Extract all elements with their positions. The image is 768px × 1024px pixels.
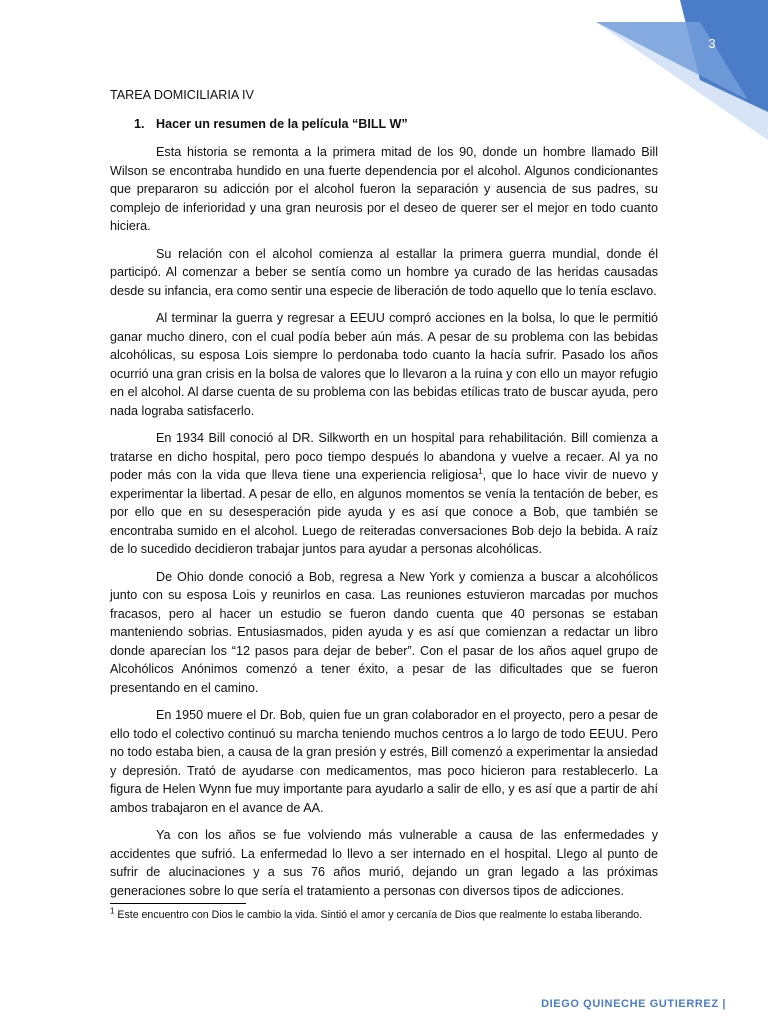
footnote-reference[interactable]: 1 bbox=[478, 466, 483, 476]
footnote-text: Este encuentro con Dios le cambio la vida. Sintió el amor y cercanía de Dios que realmente lo estaba liberando. bbox=[114, 909, 643, 921]
footnote-separator bbox=[110, 903, 246, 904]
paragraph-7: Ya con los años se fue volviendo más vulnerable a causa de las enfermedades y accidentes que sufrió. La enfermedad lo llevo a ser internado en el hospital. Llego al punto de sufrir de alucinaciones y a sus 76 años murió, dejando un gran legado a las próximas generaciones sobre lo que sería el tratamiento a personas con diversos tipos de adicciones. bbox=[110, 828, 658, 898]
footnote bbox=[110, 908, 658, 923]
section-number: 1. bbox=[134, 116, 145, 131]
section-title-text: Hacer un resumen de la película “BILL W” bbox=[156, 116, 408, 131]
paragraph-5: De Ohio donde conoció a Bob, regresa a New York y comienza a buscar a alcohólicos junto con su esposa Lois y reunirlos en casa. Las reuniones estuvieron marcadas por muchos fracasos, pero al hacer un estudio se fueron dando cuenta que 40 personas se estaban manteniendo sobrias. Entusiasmados, piden ayuda y es así que comienzan a redactar un libro donde aparecían los “12 pasos para dejar de beber”. Con el pasar de los años aquel grupo de Alcohólicos Anónimos comenzó a tener éxito, a pesar de las dificultades que se fueron presentando en el camino. bbox=[110, 569, 658, 695]
section-title bbox=[110, 115, 658, 134]
paragraph-1: Esta historia se remonta a la primera mitad de los 90, donde un hombre llamado Bill Wilson se encontraba hundido en una fuerte dependencia por el alcohol. Algunos condicionantes que prepararon su adicción por el alcohol fueron la separación y ausencia de sus padres, su complejo de inferioridad y una gran neurosis por el deseo de querer ser el mejor en todo cuanto hiciera. bbox=[110, 145, 658, 233]
document-body bbox=[110, 86, 658, 909]
paragraph-4-text-b: , que lo hace vivir de nuevo y experimentar la libertad. A pesar de ello, en algunos momentos se venía la tentación de beber, es por ello que en su desesperación pide ayuda y es así que conoce a Bob, que también se encontraba sumido en el alcohol. Luego de reiteradas conversaciones Bob dejo la bebida. A raíz de lo sucedido decidieron trabajar juntos para ayudar a personas alcohólicas. bbox=[110, 468, 658, 556]
page-number: 3 bbox=[708, 36, 716, 51]
footer-author: DIEGO QUINECHE GUTIERREZ | bbox=[541, 998, 726, 1010]
paragraph-6: En 1950 muere el Dr. Bob, quien fue un gran colaborador en el proyecto, pero a pesar de ello todo el colectivo continuó su marcha teniendo muchos centros a lo largo de todo EEUU. Pero no todo estaba bien, a causa de la gran presión y estrés, Bill comenzó a experimentar la ansiedad y depresión. Trató de ayudarse con medicamentos, mas poco hicieron para restablecerlo. La figura de Helen Wynn fue muy importante para ayudarlo a salir de ello, y es así que a partir de ahí ambos trabajaron en el avance de AA. bbox=[110, 708, 658, 815]
paragraph-2: Su relación con el alcohol comienza al estallar la primera guerra mundial, donde él participó. Al comenzar a beber se sentía como un hombre ya curado de las heridas causadas desde su infancia, era como sentir una especie de liberación de todo aquello que lo tenía esclavo. bbox=[110, 246, 658, 298]
paragraph-3: Al terminar la guerra y regresar a EEUU compró acciones en la bolsa, lo que le permitió ganar mucho dinero, con el cual podía beber aún más. A pesar de su problema con las bebidas alcohólicas, su esposa Lois siempre lo perdonaba todo cuanto la hacía sufrir. Pasado los años ocurrió una gran crisis en la bolsa de valores que lo llevaron a la ruina y con ello un mayor refugio en el alcohol. Al darse cuenta de su problema con las bebidas etílicas trato de buscar ayuda, pero nada lograba satisfacerlo. bbox=[110, 311, 658, 418]
paragraph-4 bbox=[110, 429, 658, 559]
paragraph-4-text-a: En 1934 Bill conoció al DR. Silkworth en un hospital para rehabilitación. Bill comienza a tratarse en dicho hospital, pero poco tiempo después lo abandona y vuelve a recaer. Al ya no poder más con la vida que lleva tiene una experiencia religiosa bbox=[110, 431, 658, 482]
document-heading: TAREA DOMICILIARIA IV bbox=[110, 88, 254, 102]
footnote-mark: 1 bbox=[110, 906, 115, 916]
